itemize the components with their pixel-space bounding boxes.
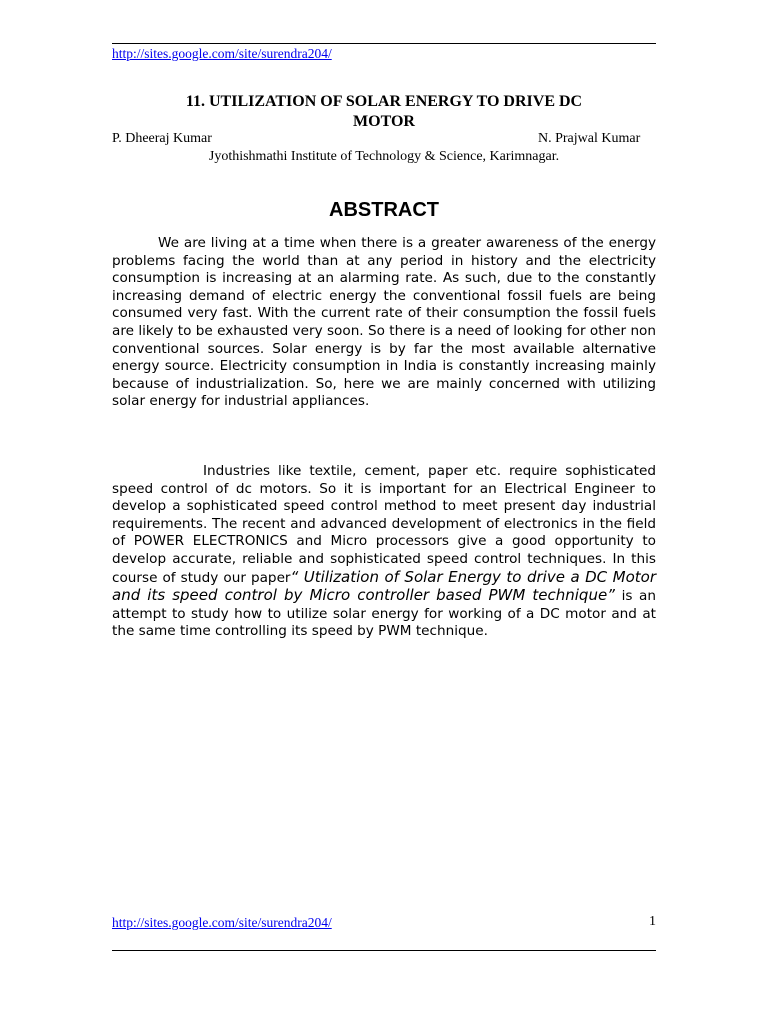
- title-line-1: 11. UTILIZATION OF SOLAR ENERGY TO DRIVE DC: [185, 93, 583, 110]
- paragraph-2-start: Industries like textile, cement, paper etc. require sophisticated speed control of dc motors. So it is important for an Electrical Engineer to develop a sophisticated speed control method to meet present day industrial requirements. The recent and advanced development of electronics in the field of POWER ELECTRONICS and Micro processors give a good opportunity to develop accurate, reliable and sophisticated speed control techniques. In this course of study our paper: [112, 463, 656, 586]
- abstract-paragraph-1: We are living at a time when there is a greater awareness of the energy problems facing the world than at any period in history and the electricity consumption is increasing at an alarming rate. As such, due to the constantly increasing demand of electric energy the conventional fossil fuels are being consumed very fast. With the current rate of their consumption the fossil fuels are likely to be exhausted very soon. So there is a need of looking for other non conventional sources. Solar energy is by far the most available alternative energy source. Electricity consumption in India is constantly increasing mainly because of industrialization. So, here we are mainly concerned with utilizing solar energy for industrial appliances.: [112, 235, 656, 410]
- title-line-2: MOTOR: [353, 113, 415, 130]
- institution: Jyothishmathi Institute of Technology & Science, Karimnagar.: [208, 149, 560, 164]
- abstract-heading: ABSTRACT: [329, 199, 439, 221]
- paper-title: [112, 92, 656, 132]
- page-number: 1: [649, 914, 656, 929]
- author-left: P. Dheeraj Kumar: [112, 131, 212, 146]
- footer-rule: [112, 950, 656, 951]
- header-rule: [112, 43, 656, 44]
- paragraph-2-italic-title: “ Utilization of Solar Energy to drive a DC Motor and its speed control by Micro controller based PWM technique”: [112, 567, 657, 605]
- abstract-paragraph-2: [112, 463, 656, 641]
- paragraph-2-end: is an attempt to study how to utilize solar energy for working of a DC motor and at the same time controlling its speed by PWM technique.: [112, 588, 656, 640]
- footer-link[interactable]: http://sites.google.com/site/surendra204/: [112, 915, 332, 930]
- author-right: N. Prajwal Kumar: [538, 131, 641, 146]
- header-link[interactable]: http://sites.google.com/site/surendra204/: [112, 46, 332, 61]
